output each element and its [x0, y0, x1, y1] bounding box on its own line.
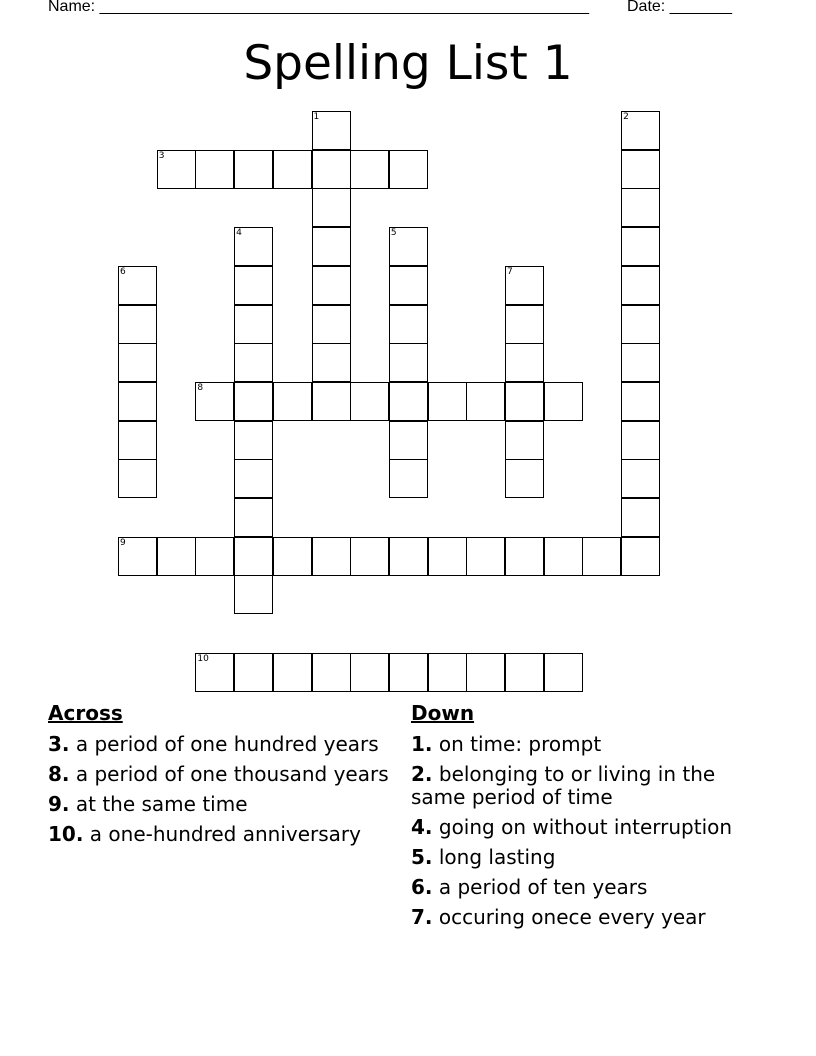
crossword-cell[interactable] [312, 266, 351, 305]
crossword-cell[interactable] [505, 421, 544, 460]
crossword-cell[interactable] [195, 382, 234, 421]
crossword-cell[interactable] [621, 227, 660, 266]
crossword-cell[interactable] [505, 382, 544, 421]
crossword-cell[interactable] [389, 150, 428, 189]
crossword-cell[interactable] [234, 305, 273, 344]
crossword-cell[interactable] [312, 150, 351, 189]
clue-number: 8. [48, 762, 70, 786]
crossword-cell[interactable] [505, 459, 544, 498]
crossword-cell[interactable] [273, 537, 312, 576]
clue-text: a period of one hundred years [75, 732, 379, 756]
crossword-cell[interactable] [621, 188, 660, 227]
crossword-cell[interactable] [466, 653, 505, 692]
crossword-cell[interactable] [544, 537, 583, 576]
crossword-cell[interactable] [389, 653, 428, 692]
clue-text: on time: prompt [438, 732, 602, 756]
clue-number-label: 6 [120, 266, 126, 277]
crossword-cell[interactable] [621, 343, 660, 382]
crossword-cell[interactable] [157, 537, 196, 576]
clue-text: occuring onece every year [438, 905, 706, 929]
crossword-cell[interactable] [505, 343, 544, 382]
clue-number: 7. [411, 905, 433, 929]
crossword-cell[interactable] [389, 305, 428, 344]
down-clue [411, 763, 756, 809]
crossword-cell[interactable] [428, 653, 467, 692]
clue-number: 4. [411, 815, 433, 839]
crossword-cell[interactable] [195, 653, 234, 692]
crossword-cell[interactable] [234, 150, 273, 189]
crossword-cell[interactable] [350, 382, 389, 421]
crossword-cell[interactable] [118, 305, 157, 344]
clue-text: belonging to or living in the same period of time [411, 762, 716, 809]
down-clue [411, 733, 756, 756]
crossword-cell[interactable] [234, 421, 273, 460]
clue-number: 3. [48, 732, 70, 756]
crossword-cell[interactable] [621, 266, 660, 305]
crossword-cell[interactable] [118, 382, 157, 421]
crossword-cell[interactable] [621, 382, 660, 421]
date-field-label: Date: _______ [627, 0, 732, 15]
crossword-cell[interactable] [621, 498, 660, 537]
clue-number-label: 5 [390, 228, 397, 239]
clue-number: 5. [411, 845, 433, 869]
crossword-cell[interactable] [234, 382, 273, 421]
clue-number-label: 8 [197, 382, 204, 393]
crossword-cell[interactable] [157, 150, 196, 189]
name-field-label: Name: _______________________________________________________ [48, 0, 589, 15]
crossword-cell[interactable] [350, 150, 389, 189]
crossword-cell[interactable] [118, 343, 157, 382]
clue-number: 10. [48, 822, 84, 846]
clue-number: 2. [411, 762, 433, 786]
across-clue [48, 763, 393, 786]
crossword-cell[interactable] [389, 227, 428, 266]
down-clue [411, 816, 756, 839]
crossword-cell[interactable] [505, 653, 544, 692]
crossword-cell[interactable] [350, 537, 389, 576]
crossword-cell[interactable] [621, 111, 660, 150]
crossword-cell[interactable] [312, 188, 351, 227]
crossword-cell[interactable] [621, 150, 660, 189]
crossword-cell[interactable] [466, 537, 505, 576]
crossword-cell[interactable] [273, 150, 312, 189]
crossword-cell[interactable] [389, 537, 428, 576]
clue-number-label: 9 [120, 537, 126, 548]
down-clue [411, 846, 756, 869]
crossword-cell[interactable] [234, 498, 273, 537]
crossword-cell[interactable] [234, 537, 273, 576]
crossword-cell[interactable] [389, 421, 428, 460]
clue-number-label: 3 [158, 150, 165, 161]
clue-text: a period of ten years [438, 875, 648, 899]
crossword-cell[interactable] [312, 343, 351, 382]
crossword-cell[interactable] [621, 305, 660, 344]
crossword-cell[interactable] [118, 537, 157, 576]
clue-number: 1. [411, 732, 433, 756]
down-clues [411, 702, 756, 936]
across-heading: Across [48, 701, 123, 725]
crossword-cell[interactable] [389, 343, 428, 382]
crossword-cell[interactable] [428, 382, 467, 421]
crossword-cell[interactable] [312, 111, 351, 150]
down-heading: Down [411, 701, 475, 725]
clue-text: going on without interruption [438, 815, 733, 839]
crossword-cell[interactable] [505, 266, 544, 305]
clue-number: 6. [411, 875, 433, 899]
crossword-cell[interactable] [312, 305, 351, 344]
crossword-cell[interactable] [118, 459, 157, 498]
crossword-cell[interactable] [621, 459, 660, 498]
crossword-cell[interactable] [273, 382, 312, 421]
crossword-cell[interactable] [234, 459, 273, 498]
clue-text: long lasting [438, 845, 556, 869]
crossword-cell[interactable] [389, 459, 428, 498]
crossword-cell[interactable] [466, 382, 505, 421]
clue-text: a period of one thousand years [75, 762, 389, 786]
crossword-cell[interactable] [428, 537, 467, 576]
crossword-cell[interactable] [621, 421, 660, 460]
clue-number-label: 7 [507, 266, 513, 277]
crossword-cell[interactable] [118, 266, 157, 305]
crossword-cell[interactable] [234, 343, 273, 382]
crossword-cell[interactable] [312, 382, 351, 421]
across-clue [48, 733, 393, 756]
down-clue [411, 876, 756, 899]
down-clue [411, 906, 756, 929]
across-clue [48, 823, 393, 846]
clue-number-label: 10 [197, 653, 209, 664]
across-clue [48, 793, 393, 816]
crossword-cell[interactable] [312, 227, 351, 266]
crossword-cell[interactable] [621, 537, 660, 576]
crossword-cell[interactable] [350, 653, 389, 692]
across-clues [48, 702, 393, 853]
clue-text: at the same time [75, 792, 248, 816]
crossword-cell[interactable] [118, 421, 157, 460]
clue-number-label: 2 [623, 112, 629, 122]
crossword-cell[interactable] [505, 537, 544, 576]
crossword-cell[interactable] [312, 653, 351, 692]
page-title: Spelling List 1 [243, 36, 573, 91]
clue-text: a one-hundred anniversary [89, 822, 361, 846]
crossword-cell[interactable] [234, 266, 273, 305]
crossword-cell[interactable] [234, 653, 273, 692]
crossword-cell[interactable] [389, 382, 428, 421]
crossword-cell[interactable] [234, 575, 273, 614]
clue-number: 9. [48, 792, 70, 816]
crossword-cell[interactable] [273, 653, 312, 692]
crossword-cell[interactable] [505, 305, 544, 344]
crossword-cell[interactable] [544, 653, 583, 692]
crossword-cell[interactable] [195, 537, 234, 576]
crossword-cell[interactable] [195, 150, 234, 189]
clue-number-label: 4 [236, 228, 242, 239]
crossword-cell[interactable] [389, 266, 428, 305]
crossword-cell[interactable] [582, 537, 621, 576]
clue-number-label: 1 [313, 112, 320, 122]
crossword-cell[interactable] [234, 227, 273, 266]
crossword-cell[interactable] [312, 537, 351, 576]
crossword-cell[interactable] [544, 382, 583, 421]
